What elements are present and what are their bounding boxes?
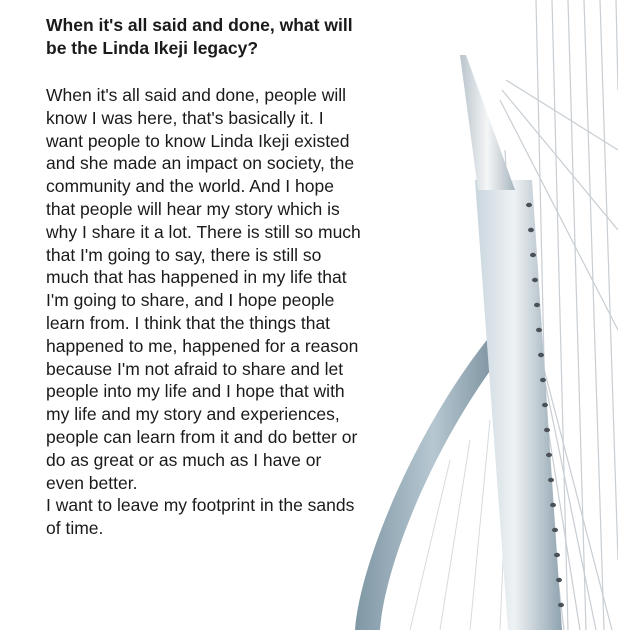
- bridge-mast: [475, 180, 562, 630]
- article-text: [46, 14, 364, 540]
- answer-paragraph-2: I want to leave my footprint in the sands of time.: [46, 495, 355, 539]
- bridge-spire: [460, 55, 515, 190]
- answer-paragraph-1: When it's all said and done, people will know I was here, that's basically it. I want people to know Linda Ikeji existed and she made an impact on society, the community and the world. And I hope that people will hear my story which is why I share it a lot. There is still so much that I'm going to say, there is still so much that has happened in my life that I'm going to share, and I hope people learn from. I think that the things that happened to me, happened for a reason because I'm not afraid to share and let people into my life and I hope that with my life and my story and experiences, people can learn from it and do better or do as great or as much as I have or even better.: [46, 85, 361, 493]
- interview-question: When it's all said and done, what will be the Linda Ikeji legacy?: [46, 15, 353, 58]
- interview-answer: [46, 84, 364, 540]
- bridge-arch: [355, 330, 512, 630]
